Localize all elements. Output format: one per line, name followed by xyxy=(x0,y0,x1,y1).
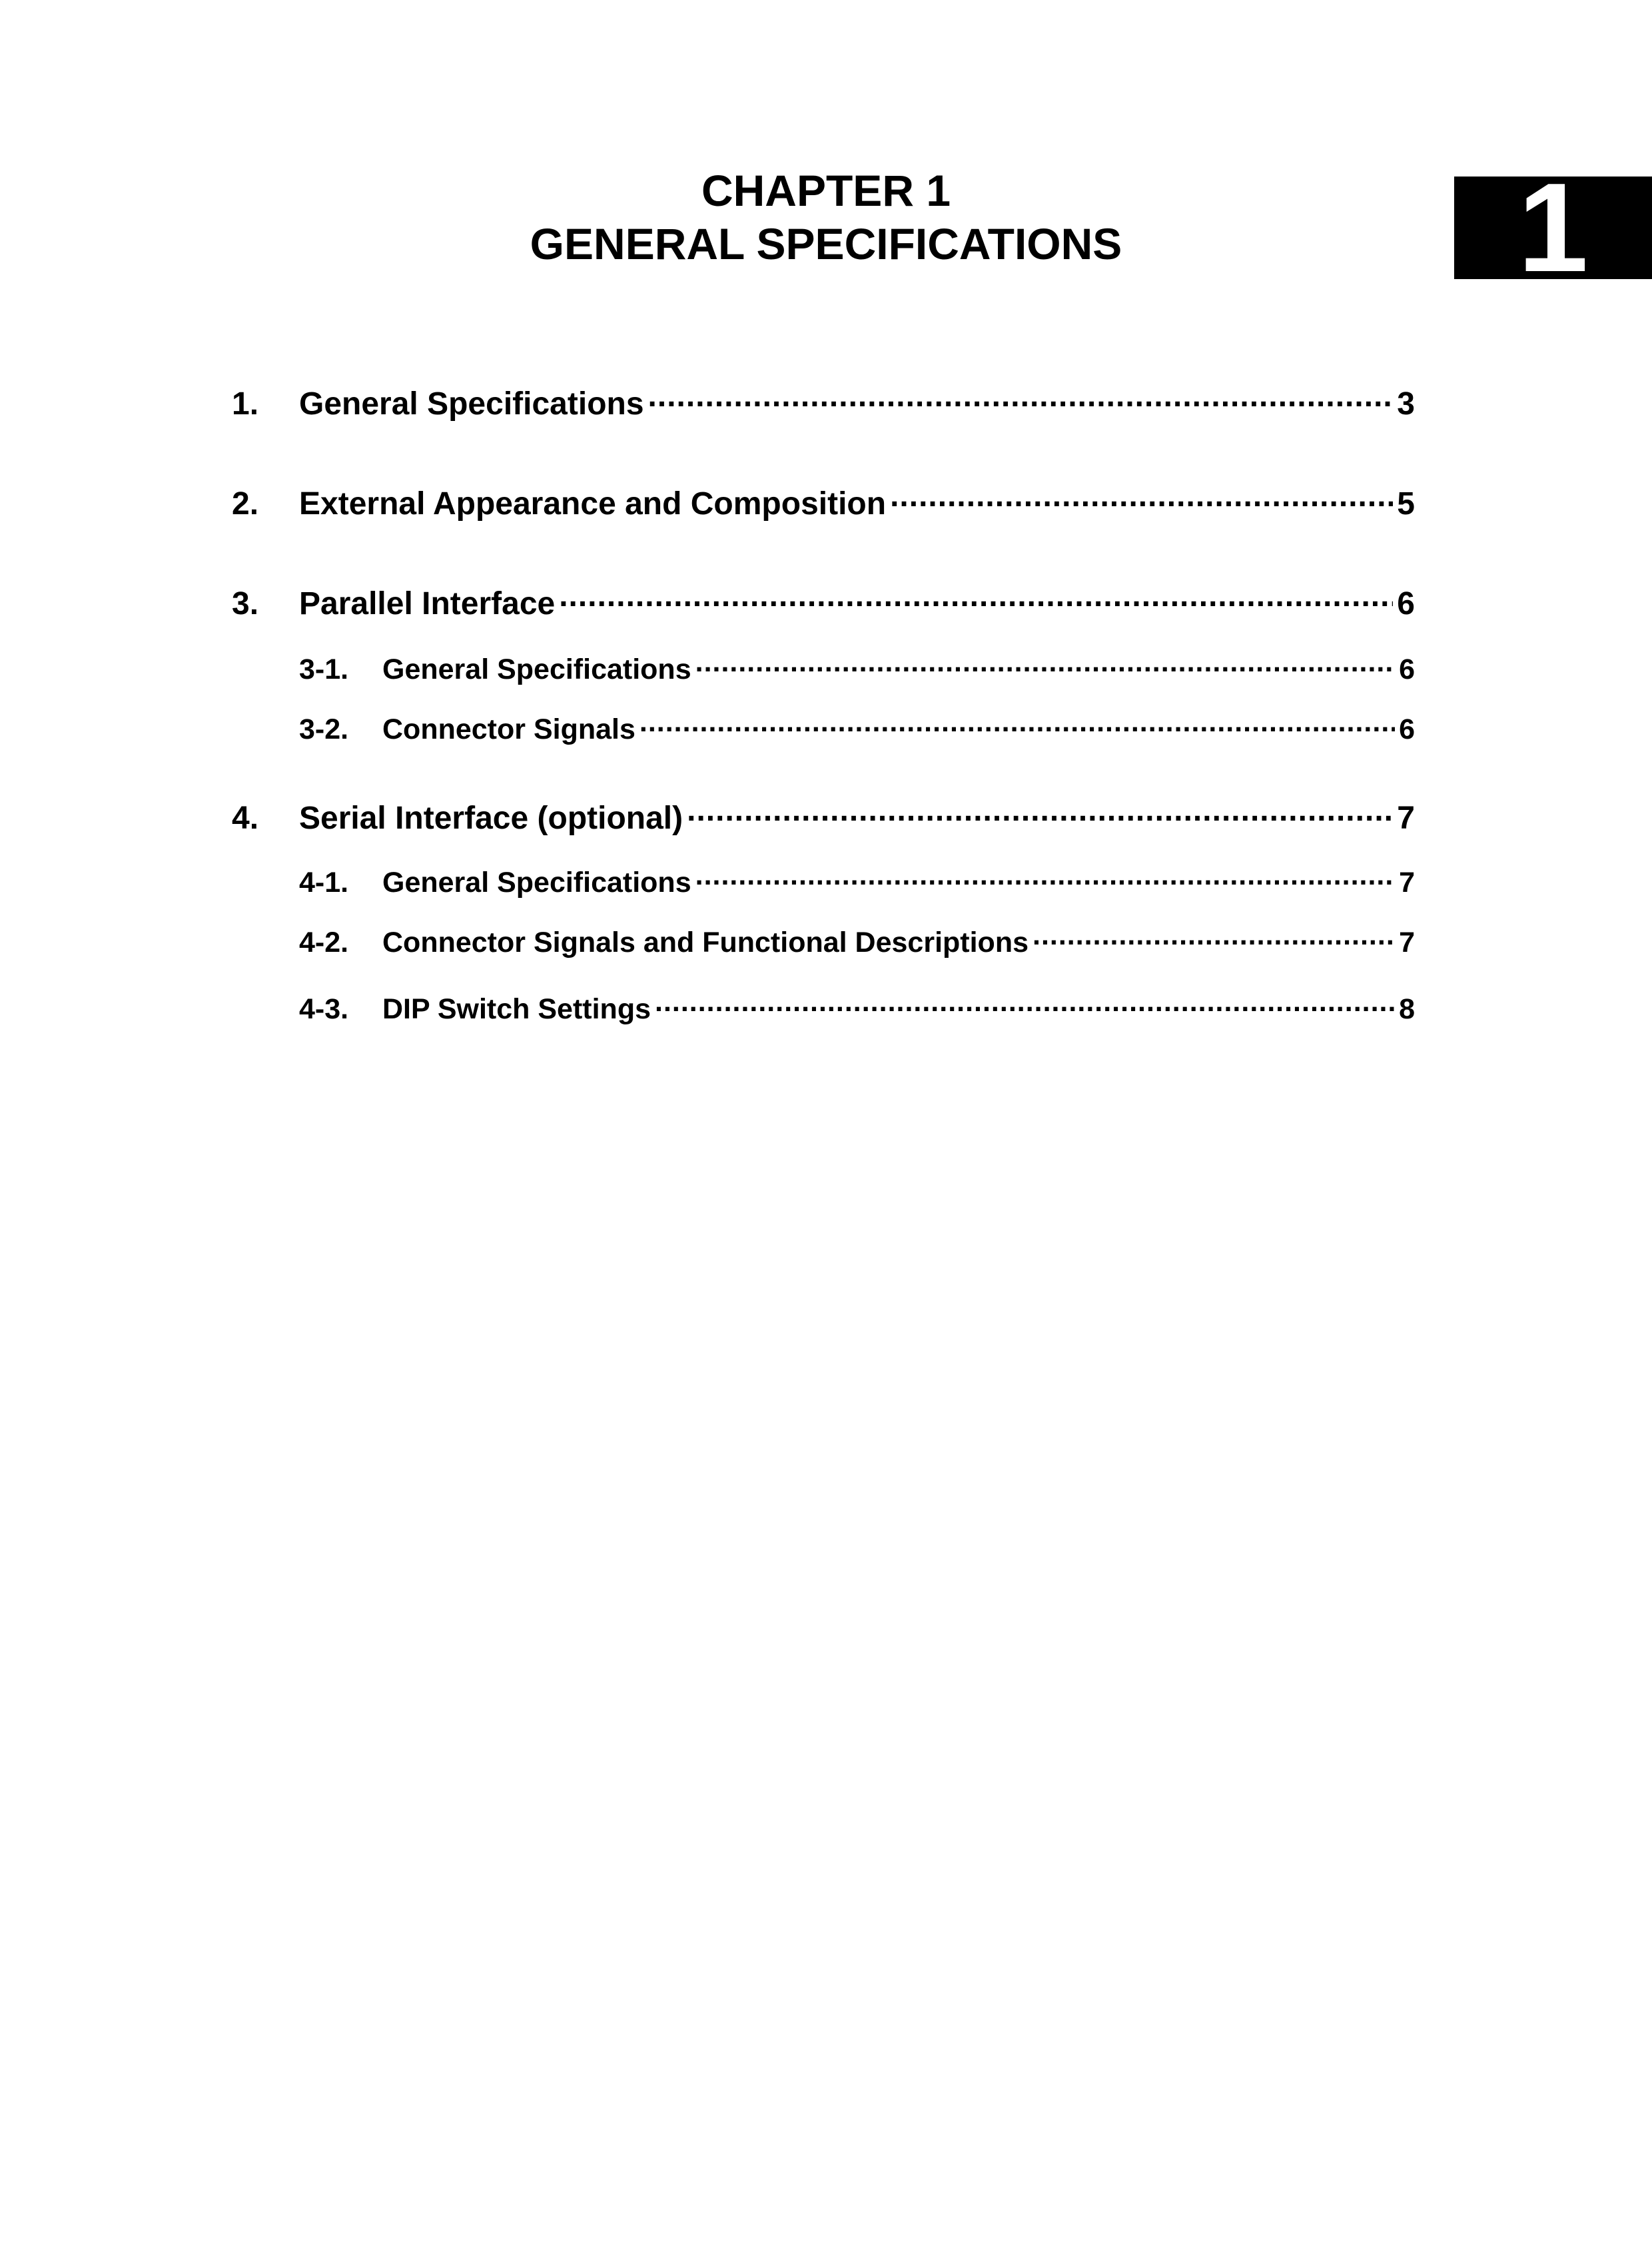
toc-entry-number: 4-3. xyxy=(299,993,349,1025)
toc-entry-title: General Specifications xyxy=(382,867,691,899)
toc-entry-3-2[interactable] xyxy=(299,710,1415,746)
dot-leader xyxy=(890,482,1393,514)
toc-entry-title: Connector Signals xyxy=(382,713,635,745)
toc-entry-page: 5 xyxy=(1397,486,1415,522)
toc-entry-3-1[interactable] xyxy=(299,650,1415,686)
toc-entry-3[interactable] xyxy=(232,582,1415,622)
toc-entry-title: General Specifications xyxy=(299,386,644,422)
toc-entry-page: 7 xyxy=(1399,867,1415,899)
dot-leader xyxy=(687,797,1393,829)
toc-entry-title: Connector Signals and Functional Descriptions xyxy=(382,927,1029,958)
toc-entry-title: Parallel Interface xyxy=(299,586,556,621)
toc-entry-number: 2. xyxy=(232,486,259,522)
dot-leader xyxy=(1032,923,1395,952)
chapter-number-title: CHAPTER 1 xyxy=(701,166,951,215)
chapter-heading xyxy=(0,164,1652,270)
toc-entry-title: General Specifications xyxy=(382,653,691,685)
dot-leader xyxy=(695,650,1395,679)
toc-entry-number: 1. xyxy=(232,386,259,422)
toc-entry-number: 4-2. xyxy=(299,927,349,958)
toc-entry-number: 4. xyxy=(232,801,259,836)
toc-entry-page: 3 xyxy=(1397,386,1415,422)
toc-entry-title: External Appearance and Composition xyxy=(299,486,887,522)
toc-entry-4-1[interactable] xyxy=(299,863,1415,899)
chapter-tab: 1 xyxy=(1454,177,1652,279)
toc-entry-number: 3-1. xyxy=(299,653,349,685)
dot-leader xyxy=(695,863,1395,892)
toc-entry-page: 6 xyxy=(1397,586,1415,621)
dot-leader xyxy=(648,382,1394,414)
toc-entry-page: 8 xyxy=(1399,993,1415,1025)
toc-entry-4[interactable] xyxy=(232,797,1415,837)
toc-entry-number: 4-1. xyxy=(299,867,349,899)
dot-leader xyxy=(655,990,1395,1018)
dot-leader xyxy=(639,710,1395,739)
toc-entry-number: 3-2. xyxy=(299,713,349,745)
dot-leader xyxy=(559,582,1393,614)
toc-entry-page: 6 xyxy=(1399,713,1415,745)
toc-entry-page: 7 xyxy=(1399,927,1415,958)
toc-entry-page: 7 xyxy=(1397,801,1415,836)
toc-entry-4-2[interactable] xyxy=(299,923,1415,959)
toc-entry-1[interactable] xyxy=(232,382,1415,422)
toc-entry-title: Serial Interface (optional) xyxy=(299,801,683,836)
toc-entry-number: 3. xyxy=(232,586,259,621)
toc-entry-page: 6 xyxy=(1399,653,1415,685)
toc-entry-title: DIP Switch Settings xyxy=(382,993,651,1025)
toc-entry-2[interactable] xyxy=(232,482,1415,522)
chapter-title: GENERAL SPECIFICATIONS xyxy=(530,219,1122,268)
toc-entry-4-3[interactable] xyxy=(299,990,1415,1026)
